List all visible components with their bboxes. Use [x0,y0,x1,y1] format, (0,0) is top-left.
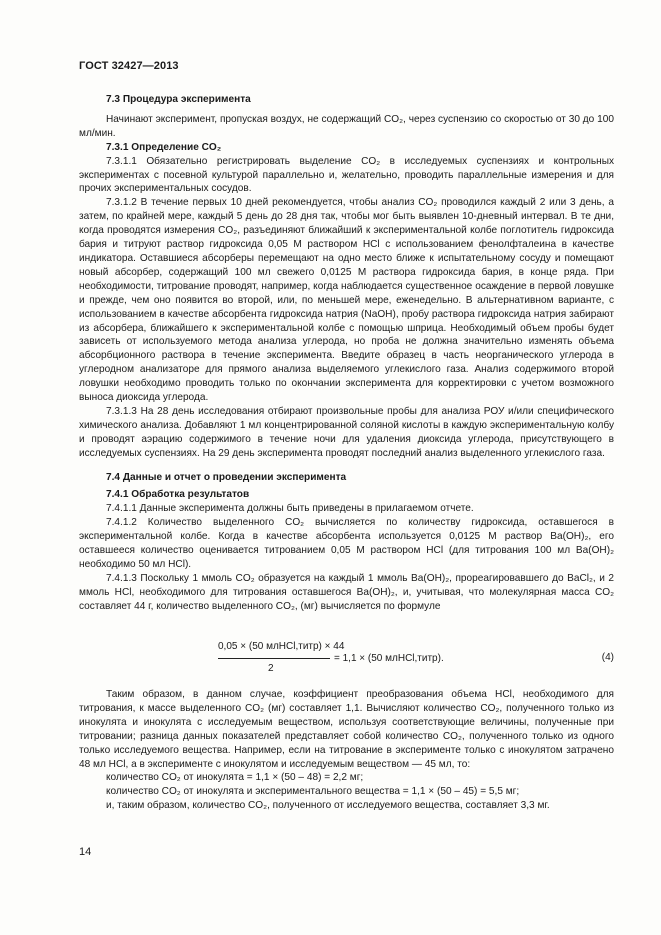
formula-number: (4) [601,652,614,663]
page-number: 14 [79,846,92,858]
paragraph: 7.4.1.1 Данные эксперимента должны быть приведены в прилагаемом отчете. [106,503,474,515]
main-text-continued [79,688,614,813]
calculation-line: количество CO₂ от инокулята и экспериментального вещества = 1,1 × (50 – 45) = 5,5 мг; [106,786,520,798]
section-heading: 7.3 Процедура эксперимента [106,94,251,105]
paragraph: 7.4.1.3 Поскольку 1 ммоль CO₂ образуется на каждый 1 ммоль Ba(OH)₂, прореагировавшего до BaCl₂, и 2 ммоль HCl, необходимого для титрования оставшегося Ba(OH)₂, и, учитывая, что молекулярная масса CO₂ составляет 44 г, количество выделенного CO₂, (мг) вычисляется по формуле [79,572,614,612]
paragraph: 7.3.1.3 На 28 день исследования отбирают произвольные пробы для анализа РОУ и/или специфического химического анализа. Добавляют 1 мл концентрированной соляной кислоты в каждую экспериментальную колбу и проводят аэрацию содержимого в течение ночи для удаления диоксида углерода, присутствующего в исследуемых суспензиях. На 29 день эксперимента проводят последний анализ выделенного углекислого газа. [79,405,614,459]
paragraph: 7.3.1.1 Обязательно регистрировать выделение CO₂ в исследуемых суспензиях и контрольных экспериментах с посевной культурой параллельно и, желательно, проводить параллельные измерения и для прочих экспериментальных сосудов. [79,155,614,195]
subsection-heading: 7.4.1 Обработка результатов [106,489,250,501]
paragraph: Таким образом, в данном случае, коэффициент преобразования объема HCl, необходимого для титрования, к массе выделенного CO₂ (мг) составляет 1,1. Вычисляют количество CO₂, полученного только из инокулята и инокулята с исследуемым веществом, используя соответствующие величины, полученные при титровании; разница данных показателей представляет собой количество CO₂, полученного только из одного только исследуемого вещества. Например, если на титрование в эксперименте только с инокулятом затрачено 48 мл HCl, а в эксперименте с инокулятом и исследуемым веществом — 45 мл, то: [79,689,614,770]
formula-4 [218,641,614,681]
formula-rhs: = 1,1 × (50 млHCl,титр). [334,653,444,664]
paragraph: 7.3.1.2 В течение первых 10 дней рекомендуется, чтобы анализ CO₂ проводился каждый 2 или 3 день, а затем, по крайней мере, каждый 5 день до 28 дня так, чтобы мог быть выявлен 10-дневный интервал. В те дни, когда проводятся измерения CO₂, разъединяют ближайший к экспериментальной колбе поглотитель гидроксида бария и титруют раствор гидроксида 0,05 M раствором HCl с использованием фенолфталеина в качестве индикатора. Оставшиеся абсорберы перемещают на одно место ближе к испытательному сосуду и помещают новый абсорбер, содержащий 100 мл свежего 0,0125 M раствора гидроксида бария, в конце ряда. При необходимости, титрование проводят, например, когда наблюдается существенное осаждение в первой ловушке и прежде, чем оно появится во второй, или, по меньшей мере, еженедельно. В альтернативном варианте, с использованием в качестве абсорбента гидроксида натрия (NaOH), пробу раствора гидроксида натрия забирают из абсорбера, ближайшего к экспериментальной колбе с помощью шприца. Необходимый объем пробы будет зависеть от используемого метода анализа углерода, но проба не должна значительно изменять объема абсорбционного раствора в течение эксперимента. Введите образец в часть неорганического углерода в углеродном анализаторе для прямого анализа выделяемого углекислого газа. Анализ содержимого второй ловушки необходимо проводить только по окончании эксперимента для корректировки с учетом возможного выноса диоксида углерода. [79,197,614,404]
paragraph: 7.4.1.2 Количество выделенного CO₂ вычисляется по количеству гидроксида, оставшегося в экспериментальной колбе. Когда в качестве абсорбента используется 0,0125 M раствор Ba(OH)₂, его оставшееся количество оценивается титрованием 0,05 M раствором HCl (для титрования 100 мл Ba(OH)₂ необходимо 50 мл HCl). [79,517,614,570]
document-header: ГОСТ 32427—2013 [79,60,179,72]
main-text [79,93,614,614]
formula-numerator: 0,05 × (50 млHCl,титр) × 44 [218,641,345,652]
section-heading: 7.4 Данные и отчет о проведении эксперимента [106,471,347,483]
fraction-line [218,658,330,659]
paragraph: Начинают эксперимент, пропуская воздух, не содержащий CO₂, через суспензию со скоростью от 30 до 100 мл/мин. [79,113,614,139]
calculation-line: и, таким образом, количество CO₂, полученного от исследуемого вещества, составляет 3,3 мг. [106,800,550,812]
calculation-line: количество CO₂ от инокулята = 1,1 × (50 – 48) = 2,2 мг; [106,772,364,784]
subsection-heading: 7.3.1 Определение CO₂ [106,141,222,153]
formula-denominator: 2 [268,663,274,674]
